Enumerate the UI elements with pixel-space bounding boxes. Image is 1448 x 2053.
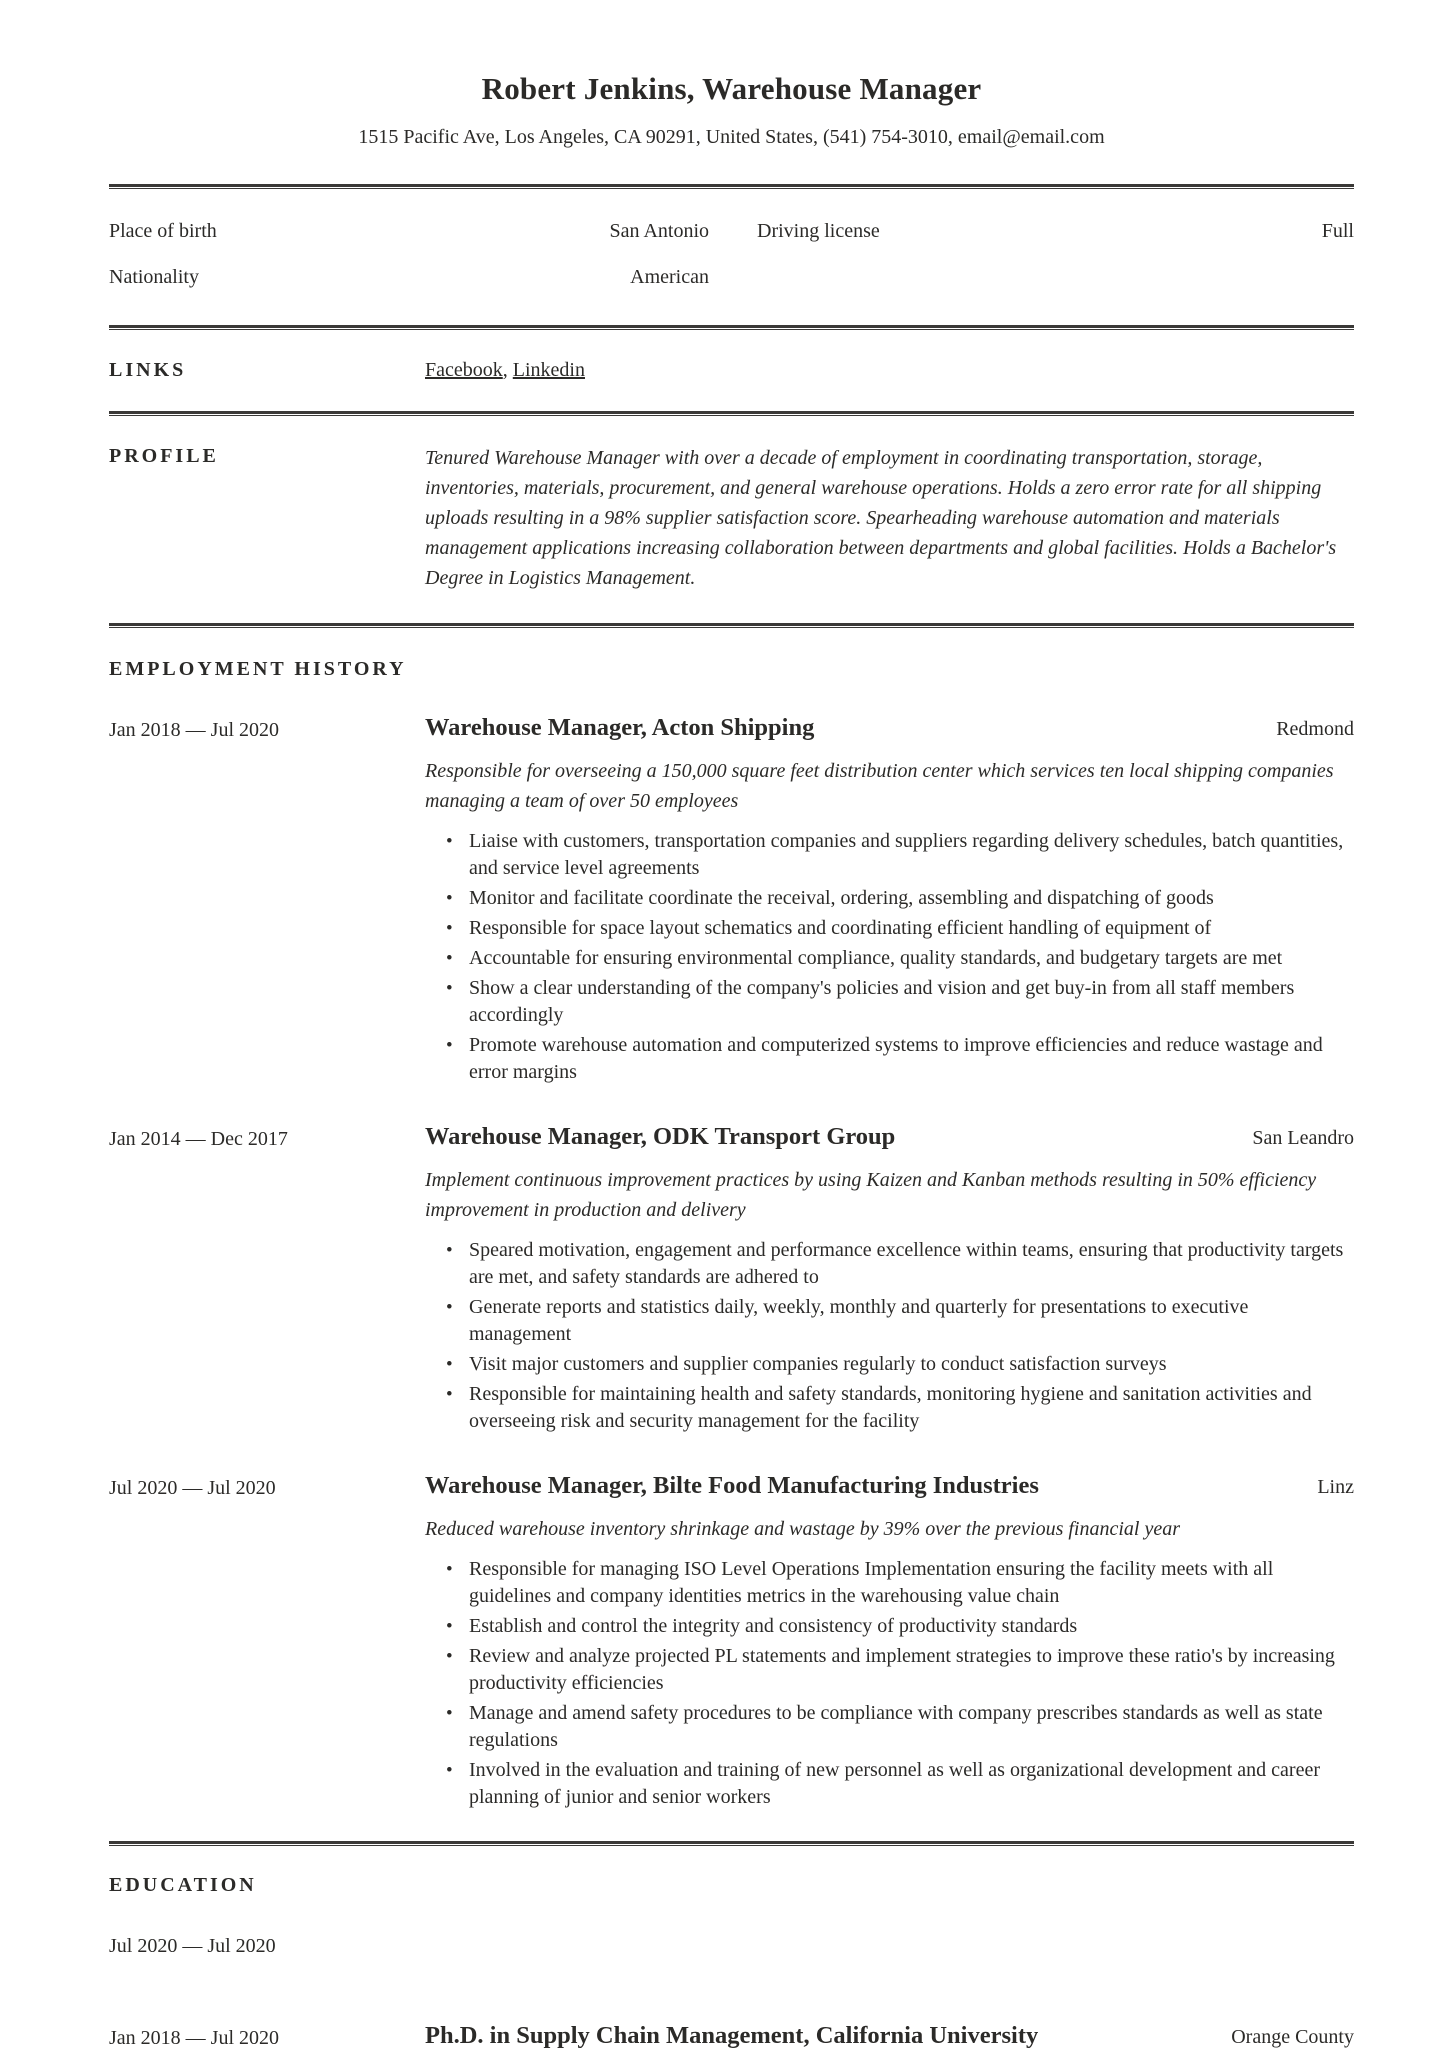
job-bullet: • Speared motivation, engagement and performance excellence within teams, ensuring that productivity targets are met, and safety standards are adhered to [425, 1237, 1354, 1291]
job-bullet: • Responsible for maintaining health and safety standards, monitoring hygiene and sanitation activities and overseeing risk and security management for the facility [425, 1381, 1354, 1435]
details-row [109, 217, 1354, 245]
job-location: San Leandro [1252, 1127, 1354, 1149]
links-section [109, 330, 1354, 411]
employment-history-heading: EMPLOYMENT HISTORY [109, 658, 407, 680]
driving-license-value: Full [1321, 220, 1354, 242]
job-bullet: • Responsible for managing ISO Level Operations Implementation ensuring the facility meets with all guidelines and company identities metrics in the warehousing value chain [425, 1556, 1354, 1610]
job-bullet: • Review and analyze projected PL statements and implement strategies to improve these ratio's by increasing productivity efficiencies [425, 1643, 1354, 1697]
education-main [425, 1929, 1354, 1961]
facebook-link[interactable]: Facebook [425, 359, 503, 381]
education-location: Orange County [1231, 2026, 1354, 2048]
job-header [425, 713, 1354, 744]
education-entry [109, 1929, 1354, 1961]
education-entry [109, 2021, 1354, 2053]
place-of-birth-label: Place of birth [109, 220, 217, 242]
job-bullet: • Establish and control the integrity and consistency of productivity standards [425, 1613, 1354, 1640]
details-spacer [709, 217, 757, 245]
job-header [425, 1122, 1354, 1153]
profile-text: Tenured Warehouse Manager with over a decade of employment in coordinating transportation, storage, inventories, materials, procurement, and general warehouse operations. Holds a zero error rate for all shipping uploads resulting in a 98% supplier satisfaction score. Spearheading warehouse automation and materials management applications increasing collaboration between departments and global facilities. Holds a Bachelor's Degree in Logistics Management. [425, 447, 1337, 589]
education-heading: EDUCATION [109, 1874, 257, 1896]
employment-entry [109, 1471, 1354, 1811]
contact-line: 1515 Pacific Ave, Los Angeles, CA 90291, United States, (541) 754-3010, email@email.com [358, 126, 1105, 148]
section-divider [109, 1841, 1354, 1846]
employment-entry [109, 713, 1354, 1086]
job-bullet-list [425, 1237, 1354, 1435]
job-location: Linz [1317, 1476, 1354, 1498]
profile-section [109, 416, 1354, 623]
details-section [109, 189, 1354, 325]
job-bullet: • Accountable for ensuring environmental compliance, quality standards, and budgetary targets are met [425, 945, 1354, 972]
job-bullet: • Responsible for space layout schematics and coordinating efficient handling of equipment of [425, 915, 1354, 942]
links-heading: LINKS [109, 359, 187, 381]
job-summary: Reduced warehouse inventory shrinkage and wastage by 39% over the previous financial year [425, 1518, 1181, 1540]
job-title: Warehouse Manager, ODK Transport Group [425, 1123, 896, 1150]
job-bullet: • Generate reports and statistics daily, weekly, monthly and quarterly for presentations to executive management [425, 1294, 1354, 1348]
links-separator: , [502, 359, 513, 381]
place-of-birth-value: San Antonio [609, 220, 709, 242]
section-divider [109, 623, 1354, 628]
job-dates: Jan 2014 — Dec 2017 [109, 1128, 288, 1150]
links-list [425, 357, 1354, 384]
job-bullet: • Monitor and facilitate coordinate the receival, ordering, assembling and dispatching of goods [425, 885, 1354, 912]
job-main [425, 713, 1354, 1086]
education-main [425, 2021, 1354, 2053]
details-spacer [757, 263, 1354, 291]
job-dates: Jan 2018 — Jul 2020 [109, 719, 279, 741]
education-title: Ph.D. in Supply Chain Management, California University [425, 2022, 1039, 2049]
job-bullet-list [425, 828, 1354, 1086]
job-bullet: • Involved in the evaluation and training of new personnel as well as organizational development and career planning of junior and senior workers [425, 1757, 1354, 1811]
education-dates: Jul 2020 — Jul 2020 [109, 1935, 276, 1957]
profile-heading: PROFILE [109, 445, 219, 467]
resume-name: Robert Jenkins, Warehouse Manager [481, 71, 982, 106]
job-bullet-list [425, 1556, 1354, 1811]
education-header [425, 2021, 1354, 2052]
job-summary: Responsible for overseeing a 150,000 square feet distribution center which services ten local shipping companies managing a team of over 50 employees [425, 760, 1334, 812]
education-dates: Jan 2018 — Jul 2020 [109, 2027, 279, 2049]
job-title: Warehouse Manager, Bilte Food Manufacturing Industries [425, 1472, 1039, 1499]
job-bullet: • Show a clear understanding of the company's policies and vision and get buy-in from all staff members accordingly [425, 975, 1354, 1029]
nationality-value: American [630, 266, 709, 288]
linkedin-link[interactable]: Linkedin [512, 359, 585, 381]
job-bullet: • Promote warehouse automation and computerized systems to improve efficiencies and reduce wastage and error margins [425, 1032, 1354, 1086]
job-header [425, 1471, 1354, 1502]
job-bullet: • Manage and amend safety procedures to be compliance with company prescribes standards as well as state regulations [425, 1700, 1354, 1754]
job-location: Redmond [1276, 718, 1354, 740]
job-title: Warehouse Manager, Acton Shipping [425, 714, 815, 741]
job-bullet: • Visit major customers and supplier companies regularly to conduct satisfaction surveys [425, 1351, 1354, 1378]
job-main [425, 1471, 1354, 1811]
job-dates: Jul 2020 — Jul 2020 [109, 1477, 276, 1499]
details-spacer [709, 263, 757, 291]
job-bullet: • Liaise with customers, transportation companies and suppliers regarding delivery schedules, batch quantities, and service level agreements [425, 828, 1354, 882]
driving-license-label: Driving license [757, 220, 880, 242]
job-main [425, 1122, 1354, 1435]
job-summary: Implement continuous improvement practices by using Kaizen and Kanban methods resulting in 50% efficiency improvement in production and delivery [425, 1169, 1317, 1221]
nationality-label: Nationality [109, 266, 199, 288]
employment-entry [109, 1122, 1354, 1435]
details-row [109, 263, 1354, 291]
